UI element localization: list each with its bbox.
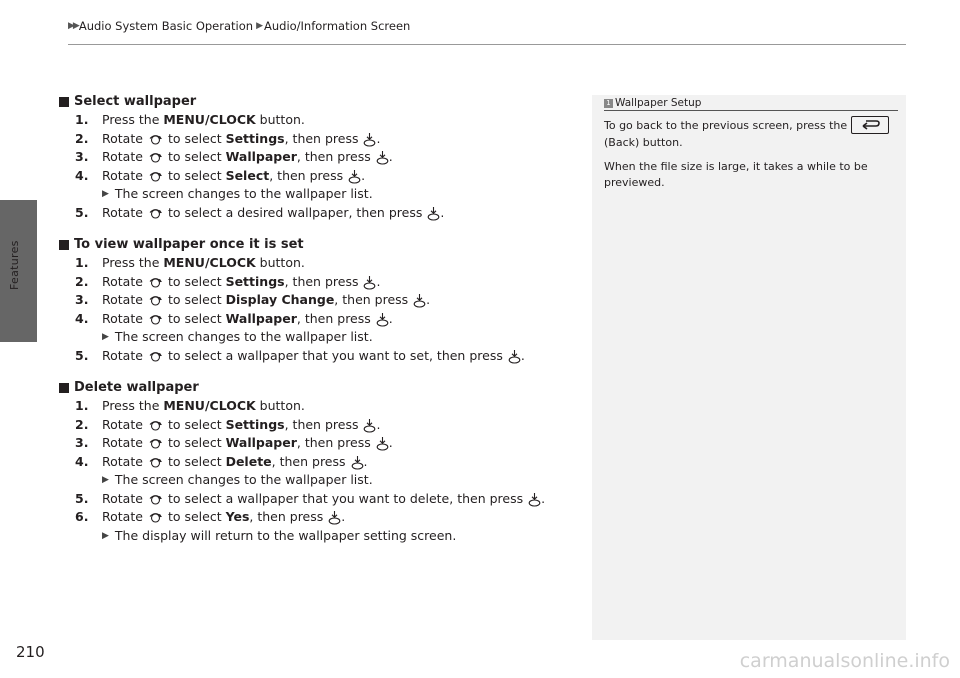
- rotate-knob-icon: [148, 273, 163, 292]
- step-result-text: The screen changes to the wallpaper list.: [114, 329, 373, 344]
- step-text: , then press: [284, 273, 359, 289]
- step: 3. Rotate to select Wallpaper , then press .: [75, 148, 575, 167]
- breadcrumb-item-2: Audio/Information Screen: [263, 19, 411, 33]
- press-knob-icon: [376, 148, 389, 167]
- note-marker-icon: 1: [604, 99, 613, 108]
- step-emphasis: Delete: [225, 453, 272, 469]
- main-content: [75, 93, 575, 559]
- rotate-knob-icon: [148, 148, 163, 167]
- double-arrow-icon: ▶▶: [68, 21, 78, 31]
- press-knob-icon: [351, 453, 364, 472]
- step-text: to select: [167, 273, 226, 289]
- step-text: to select: [167, 416, 226, 432]
- back-button-icon: [851, 116, 889, 134]
- step-text: to select: [167, 453, 226, 469]
- step-number: 5.: [75, 347, 89, 363]
- step-emphasis: Display Change: [225, 292, 335, 307]
- step-emphasis: MENU/CLOCK: [163, 112, 256, 127]
- step-text: , then press: [284, 130, 359, 146]
- rotate-knob-icon: [148, 490, 163, 509]
- step: [75, 254, 575, 273]
- section: [75, 379, 575, 545]
- press-knob-icon: [413, 291, 426, 310]
- rotate-knob-icon: [148, 434, 163, 453]
- step-text: , then press: [296, 310, 371, 326]
- step-emphasis: Settings: [225, 273, 285, 289]
- step-text: Rotate: [102, 130, 143, 146]
- step-result-text: The display will return to the wallpaper setting screen.: [114, 527, 457, 543]
- breadcrumb: [68, 19, 410, 33]
- step-text: to select a wallpaper that you want to set, then press: [167, 347, 503, 363]
- note-header: [604, 97, 701, 109]
- press-knob-icon: [508, 347, 521, 366]
- step: 4. Rotate to select Wallpaper , then press .: [75, 310, 575, 329]
- watermark: carmanualsonline.info: [739, 650, 950, 672]
- arrow-icon: ▶: [256, 21, 263, 31]
- step-emphasis: Select: [225, 167, 270, 183]
- step-text: Rotate: [102, 347, 143, 363]
- step: 2. Rotate to select Settings , then press .: [75, 130, 575, 149]
- step-text: to select: [167, 435, 226, 450]
- step-result-text: The screen changes to the wallpaper list.: [114, 186, 373, 201]
- section-title-text: To view wallpaper once it is set: [74, 237, 304, 252]
- step-emphasis: Wallpaper: [225, 435, 297, 450]
- press-knob-icon: [376, 434, 389, 453]
- step: 6. Rotate to select Yes , then press .: [75, 508, 575, 527]
- step: 2. Rotate to select Settings , then press .: [75, 273, 575, 292]
- step-emphasis: Wallpaper: [225, 310, 297, 326]
- step-number: 6.: [75, 509, 89, 524]
- section-title-text: Delete wallpaper: [74, 380, 199, 395]
- step-emphasis: Settings: [225, 130, 285, 146]
- arrow-icon: ▶: [102, 189, 109, 199]
- rotate-knob-icon: [148, 310, 163, 329]
- step-number: 5.: [75, 490, 89, 506]
- step-number: 2.: [75, 416, 89, 432]
- step-number: 4.: [75, 310, 89, 326]
- note-panel: [592, 95, 906, 640]
- step-text: to select: [167, 509, 226, 524]
- step-number: 3.: [75, 149, 89, 164]
- arrow-icon: ▶: [102, 332, 109, 342]
- step-text: button.: [255, 255, 305, 270]
- step-text: , then press: [296, 149, 371, 164]
- step-result: [75, 527, 575, 546]
- note-body: [604, 117, 894, 199]
- section-title-text: Select wallpaper: [74, 94, 197, 109]
- step-result: [75, 185, 575, 204]
- square-bullet-icon: [59, 383, 69, 393]
- press-knob-icon: [528, 490, 541, 509]
- square-bullet-icon: [59, 240, 69, 250]
- step-number: 3.: [75, 292, 89, 307]
- note-title: Wallpaper Setup: [615, 97, 702, 109]
- step-text: to select a desired wallpaper, then press: [167, 204, 423, 220]
- step-text: to select: [167, 167, 226, 183]
- press-knob-icon: [348, 167, 361, 186]
- rotate-knob-icon: [148, 291, 163, 310]
- press-knob-icon: [427, 204, 440, 223]
- step-text: Press the: [102, 112, 164, 127]
- step-text: Press the: [102, 398, 164, 413]
- section-label: Features: [8, 240, 21, 290]
- step-text: button.: [255, 398, 305, 413]
- step-text: Rotate: [102, 273, 143, 289]
- step: [75, 111, 575, 130]
- step-emphasis: MENU/CLOCK: [163, 398, 256, 413]
- step-text: Rotate: [102, 167, 143, 183]
- step-text: , then press: [296, 435, 371, 450]
- step: 4. Rotate to select Select , then press .: [75, 167, 575, 186]
- step-text: to select: [167, 130, 226, 146]
- step-result: [75, 328, 575, 347]
- step-text: to select: [167, 149, 226, 164]
- step-number: 1.: [75, 255, 89, 270]
- step-text: , then press: [249, 509, 324, 524]
- step: 2. Rotate to select Settings , then press .: [75, 416, 575, 435]
- press-knob-icon: [328, 508, 341, 527]
- step-text: button.: [255, 112, 305, 127]
- header-divider: [68, 44, 906, 45]
- arrow-icon: ▶: [102, 475, 109, 485]
- rotate-knob-icon: [148, 453, 163, 472]
- step-text: , then press: [334, 292, 409, 307]
- step-text: to select: [167, 310, 226, 326]
- page-number: 210: [16, 643, 45, 661]
- section-title: [59, 93, 575, 111]
- press-knob-icon: [363, 130, 376, 149]
- section-title: [59, 379, 575, 397]
- step: 5. Rotate to select a wallpaper that you want to set, then press .: [75, 347, 575, 366]
- rotate-knob-icon: [148, 508, 163, 527]
- step-text: Rotate: [102, 435, 143, 450]
- step-emphasis: Settings: [225, 416, 285, 432]
- step-number: 4.: [75, 167, 89, 183]
- step-text: Press the: [102, 255, 164, 270]
- step-text: to select: [167, 292, 226, 307]
- note-paragraph-1: [604, 117, 894, 151]
- step: 3. Rotate to select Wallpaper , then press .: [75, 434, 575, 453]
- step-emphasis: MENU/CLOCK: [163, 255, 256, 270]
- step: 4. Rotate to select Delete , then press .: [75, 453, 575, 472]
- step-result-text: The screen changes to the wallpaper list.: [114, 472, 373, 487]
- rotate-knob-icon: [148, 204, 163, 223]
- step-text: , then press: [284, 416, 359, 432]
- step-text: Rotate: [102, 292, 143, 307]
- step-text: , then press: [271, 453, 346, 469]
- rotate-knob-icon: [148, 130, 163, 149]
- press-knob-icon: [363, 273, 376, 292]
- step-number: 2.: [75, 130, 89, 146]
- step-text: Rotate: [102, 453, 143, 469]
- step-result: [75, 471, 575, 490]
- square-bullet-icon: [59, 97, 69, 107]
- rotate-knob-icon: [148, 416, 163, 435]
- step-text: Rotate: [102, 204, 143, 220]
- rotate-knob-icon: [148, 347, 163, 366]
- step-number: 2.: [75, 273, 89, 289]
- note-text: (Back) button.: [604, 136, 683, 149]
- note-text: To go back to the previous screen, press the: [604, 119, 848, 132]
- note-divider: [604, 110, 898, 111]
- breadcrumb-item-1: Audio System Basic Operation: [78, 19, 254, 33]
- step-emphasis: Wallpaper: [225, 149, 297, 164]
- step: 5. Rotate to select a wallpaper that you want to delete, then press .: [75, 490, 575, 509]
- step: 3. Rotate to select Display Change , then press .: [75, 291, 575, 310]
- press-knob-icon: [376, 310, 389, 329]
- press-knob-icon: [363, 416, 376, 435]
- step-text: Rotate: [102, 310, 143, 326]
- step-number: 4.: [75, 453, 89, 469]
- step-emphasis: Yes: [225, 509, 250, 524]
- step-text: , then press: [269, 167, 344, 183]
- step-text: Rotate: [102, 416, 143, 432]
- step-text: Rotate: [102, 509, 143, 524]
- step-number: 5.: [75, 204, 89, 220]
- step-number: 1.: [75, 112, 89, 127]
- step-text: Rotate: [102, 149, 143, 164]
- step-number: 1.: [75, 398, 89, 413]
- section: [75, 236, 575, 365]
- rotate-knob-icon: [148, 167, 163, 186]
- section: [75, 93, 575, 222]
- arrow-icon: ▶: [102, 530, 109, 541]
- note-paragraph-2: When the file size is large, it takes a while to be previewed.: [604, 160, 868, 189]
- step-number: 3.: [75, 435, 89, 450]
- step-text: to select a wallpaper that you want to delete, then press: [167, 490, 524, 506]
- step: [75, 397, 575, 416]
- step-text: Rotate: [102, 490, 143, 506]
- step: 5. Rotate to select a desired wallpaper, then press .: [75, 204, 575, 223]
- section-title: [59, 236, 575, 254]
